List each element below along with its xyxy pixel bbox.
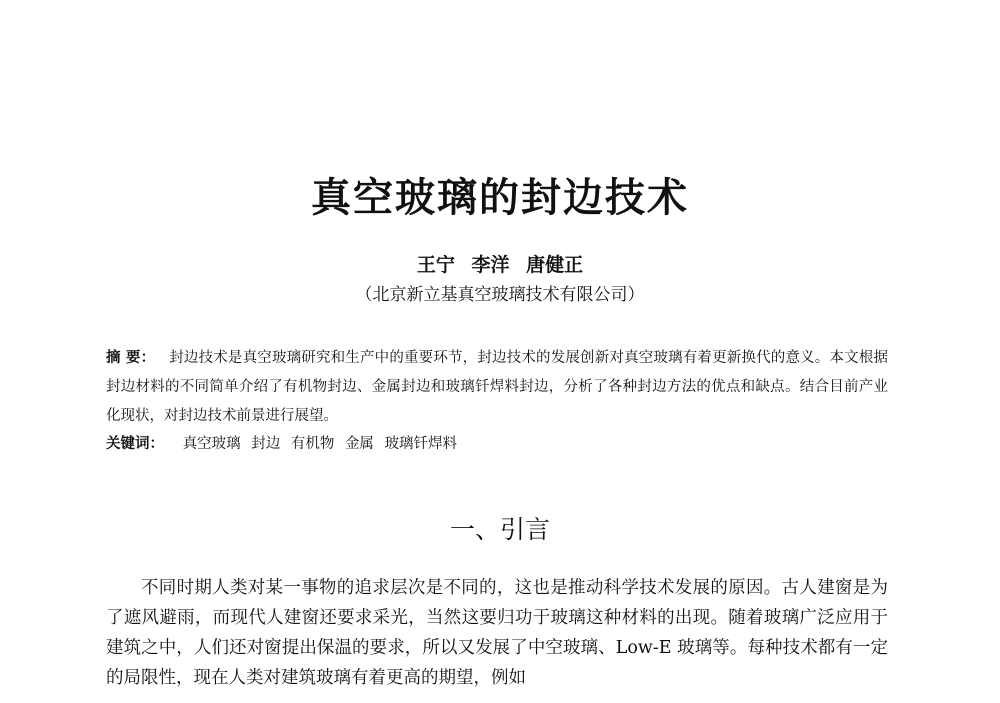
section-heading: 一、引言	[449, 515, 550, 544]
author-list	[0, 252, 1000, 278]
author-name: 王宁	[416, 254, 455, 276]
keyword: 封边	[251, 436, 281, 452]
abstract-label: 摘 要：	[106, 350, 156, 366]
abstract	[106, 344, 888, 431]
body-paragraph: 不同时期人类对某一事物的追求层次是不同的，这也是推动科学技术发展的原因。古人建窗是为了遮风避雨，而现代人建窗还要求采光，当然这要归功于玻璃这种材料的出现。随着玻璃广泛应用于建筑之中，人们还对窗提出保温的要求，所以又发展了中空玻璃、Low-E 玻璃等。每种技术都有一定的局限性，现在人类对建筑玻璃有着更高的期望，例如	[106, 578, 888, 688]
keywords-label: 关键词：	[106, 436, 164, 452]
keyword: 玻璃钎焊料	[384, 436, 458, 452]
author-name: 唐健正	[526, 254, 584, 276]
author-name: 李洋	[471, 254, 510, 276]
author-affiliation: （北京新立基真空玻璃技术有限公司）	[355, 285, 645, 305]
paper-title: 真空玻璃的封边技术	[311, 175, 689, 221]
keyword: 金属	[344, 436, 374, 452]
keywords	[106, 431, 888, 457]
abstract-text: 封边技术是真空玻璃研究和生产中的重要环节，封边技术的发展创新对真空玻璃有着更新换代的意义。本文根据封边材料的不同简单介绍了有机物封边、金属封边和玻璃钎焊料封边，分析了各种封边方法的优点和缺点。结合目前产业化现状，对封边技术前景进行展望。	[106, 350, 888, 424]
keyword: 有机物	[290, 436, 335, 452]
keyword: 真空玻璃	[182, 436, 241, 452]
